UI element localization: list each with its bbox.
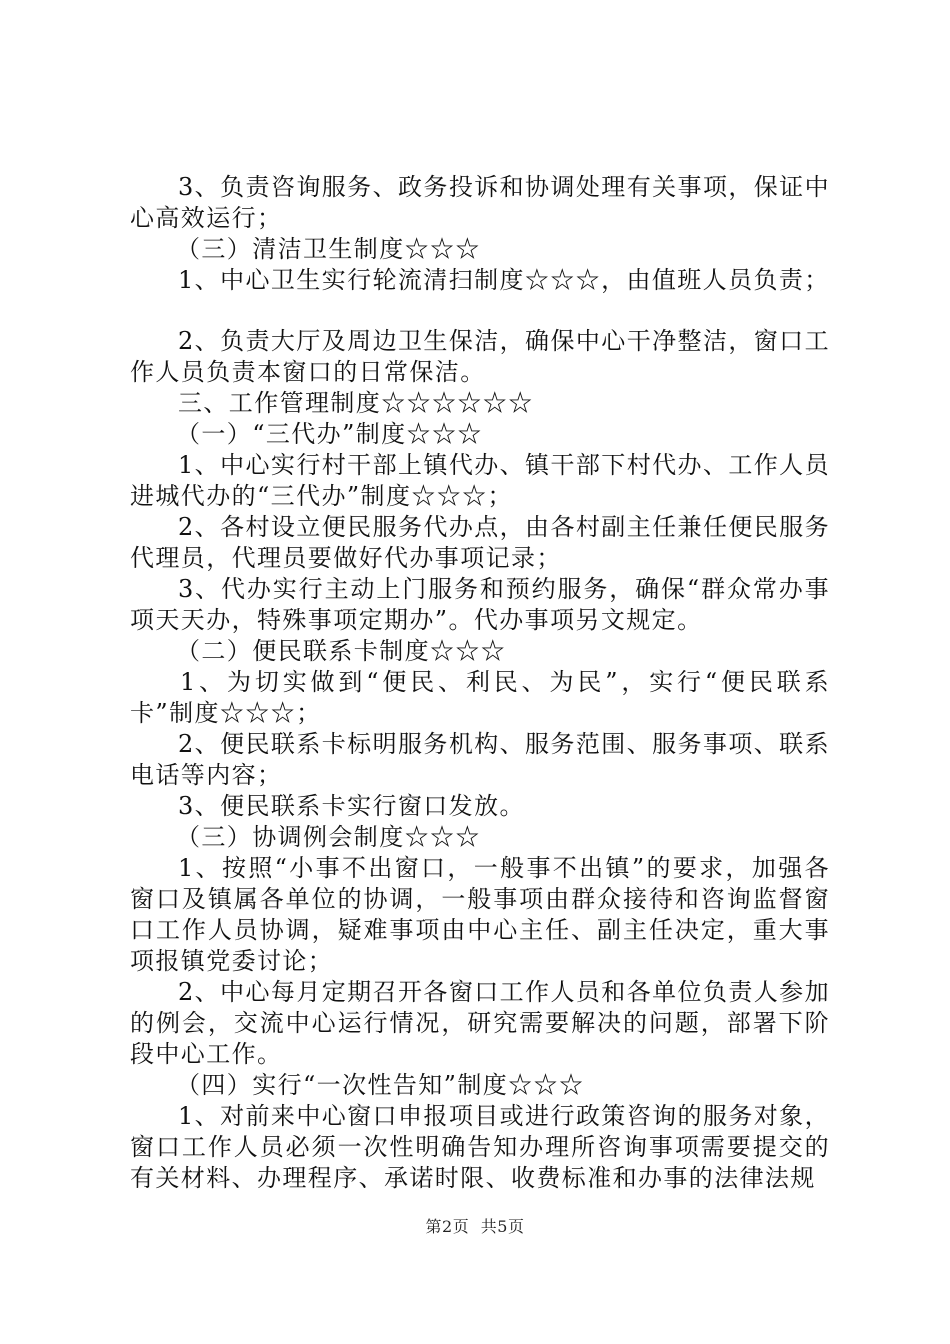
paragraph-three-agency-1: 1、中心实行村干部上镇代办、镇干部下村代办、工作人员进城代办的“三代办”制度☆☆☆； bbox=[130, 451, 830, 510]
paragraph-one-time-notice-1: 1、对前来中心窗口申报项目或进行政策咨询的服务对象，窗口工作人员必须一次性明确告知办理所咨询事项需要提交的有关材料、办理程序、承诺时限、收费标准和办事的法律法规 bbox=[130, 1102, 830, 1192]
paragraph-coordination-2: 2、中心每月定期召开各窗口工作人员和各单位负责人参加的例会，交流中心运行情况，研究需要解决的问题，部署下阶段中心工作。 bbox=[130, 978, 830, 1068]
paragraph-contact-card-1: 1、为切实做到“便民、利民、为民”，实行“便民联系卡”制度☆☆☆； bbox=[130, 668, 830, 727]
paragraph-coordination-1: 1、按照“小事不出窗口，一般事不出镇”的要求，加强各窗口及镇属各单位的协调，一般事项由群众接待和咨询监督窗口工作人员协调，疑难事项由中心主任、副主任决定，重大事项报镇党委讨论； bbox=[130, 854, 830, 975]
section-heading-cleaning: （三）清洁卫生制度☆☆☆ bbox=[176, 235, 481, 263]
paragraph-three-agency-2: 2、各村设立便民服务代办点，由各村副主任兼任便民服务代理员，代理员要做好代办事项记录； bbox=[130, 513, 830, 572]
paragraph-contact-card-2: 2、便民联系卡标明服务机构、服务范围、服务事项、联系电话等内容； bbox=[130, 730, 830, 789]
page-total: 共5页 bbox=[480, 1217, 525, 1236]
page-footer bbox=[0, 1214, 950, 1237]
paragraph-cleaning-1: 1、中心卫生实行轮流清扫制度☆☆☆，由值班人员负责； bbox=[178, 266, 830, 294]
section-heading-coordination: （三）协调例会制度☆☆☆ bbox=[176, 823, 481, 851]
paragraph-gap bbox=[130, 296, 830, 326]
page-number: 第2页 bbox=[425, 1217, 470, 1236]
section-heading-one-time-notice: （四）实行“一次性告知”制度☆☆☆ bbox=[176, 1071, 585, 1099]
paragraph-cleaning-2: 2、负责大厅及周边卫生保洁，确保中心干净整洁，窗口工作人员负责本窗口的日常保洁。 bbox=[130, 327, 830, 386]
paragraph-three-agency-3: 3、代办实行主动上门服务和预约服务，确保“群众常办事项天天办，特殊事项定期办”。代办事项另文规定。 bbox=[130, 575, 830, 634]
section-heading-work-management: 三、工作管理制度☆☆☆☆☆☆ bbox=[178, 389, 534, 417]
section-heading-contact-card: （二）便民联系卡制度☆☆☆ bbox=[176, 637, 507, 665]
paragraph-contact-card-3: 3、便民联系卡实行窗口发放。 bbox=[178, 792, 525, 820]
section-heading-three-agency: （一）“三代办”制度☆☆☆ bbox=[176, 420, 483, 448]
document-body bbox=[130, 172, 830, 1194]
paragraph-item-3-consulting: 3、负责咨询服务、政务投诉和协调处理有关事项，保证中心高效运行； bbox=[130, 173, 830, 232]
